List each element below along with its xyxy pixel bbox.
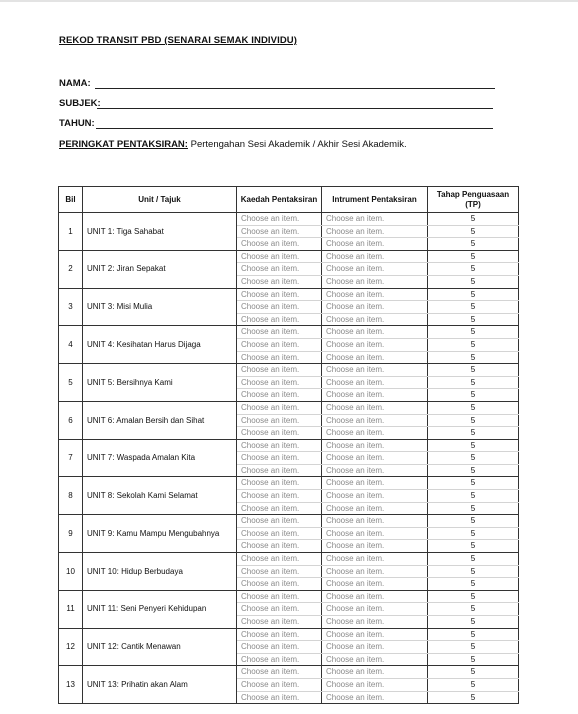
tahap-value[interactable]: 5 (428, 250, 519, 263)
kaedah-dropdown[interactable]: Choose an item. (237, 502, 322, 515)
tahap-value[interactable]: 5 (428, 376, 519, 389)
kaedah-dropdown[interactable]: Choose an item. (237, 301, 322, 314)
table-row (59, 439, 519, 452)
instrumen-dropdown[interactable]: Choose an item. (322, 553, 428, 566)
instrumen-dropdown[interactable]: Choose an item. (322, 250, 428, 263)
table-row (59, 364, 519, 377)
row-unit-title: UNIT 2: Jiran Sepakat (83, 250, 237, 288)
tahap-value[interactable]: 5 (428, 666, 519, 679)
instrumen-dropdown[interactable]: Choose an item. (322, 376, 428, 389)
instrumen-dropdown[interactable]: Choose an item. (322, 490, 428, 503)
tahap-value[interactable]: 5 (428, 414, 519, 427)
kaedah-dropdown[interactable]: Choose an item. (237, 565, 322, 578)
instrumen-dropdown[interactable]: Choose an item. (322, 414, 428, 427)
tahun-label: TAHUN: (59, 118, 95, 129)
kaedah-dropdown[interactable]: Choose an item. (237, 578, 322, 591)
subjek-label: SUBJEK: (59, 98, 101, 109)
row-unit-title: UNIT 3: Misi Mulia (83, 288, 237, 326)
tahap-value[interactable]: 5 (428, 439, 519, 452)
assessment-level-value: Pertengahan Sesi Akademik / Akhir Sesi Akademik. (187, 139, 407, 150)
kaedah-dropdown[interactable]: Choose an item. (237, 225, 322, 238)
row-bil: 1 (59, 213, 83, 251)
table-row (59, 326, 519, 339)
kaedah-dropdown[interactable]: Choose an item. (237, 553, 322, 566)
tahap-value[interactable]: 5 (428, 490, 519, 503)
tahap-value[interactable]: 5 (428, 678, 519, 691)
row-unit-title: UNIT 12: Cantik Menawan (83, 628, 237, 666)
instrumen-dropdown[interactable]: Choose an item. (322, 616, 428, 629)
kaedah-dropdown[interactable]: Choose an item. (237, 464, 322, 477)
row-bil: 2 (59, 250, 83, 288)
row-bil: 7 (59, 439, 83, 477)
instrumen-dropdown[interactable]: Choose an item. (322, 464, 428, 477)
kaedah-dropdown[interactable]: Choose an item. (237, 213, 322, 226)
instrumen-dropdown[interactable]: Choose an item. (322, 364, 428, 377)
kaedah-dropdown[interactable]: Choose an item. (237, 326, 322, 339)
instrumen-dropdown[interactable]: Choose an item. (322, 641, 428, 654)
header-unit: Unit / Tajuk (83, 187, 237, 213)
tahap-value[interactable]: 5 (428, 213, 519, 226)
tahap-value[interactable]: 5 (428, 616, 519, 629)
page-top-border (0, 0, 578, 2)
tahap-value[interactable]: 5 (428, 464, 519, 477)
tahap-value[interactable]: 5 (428, 628, 519, 641)
tahap-value[interactable]: 5 (428, 691, 519, 704)
instrumen-dropdown[interactable]: Choose an item. (322, 540, 428, 553)
row-unit-title: UNIT 8: Sekolah Kami Selamat (83, 477, 237, 515)
tahap-value[interactable]: 5 (428, 427, 519, 440)
row-unit-title: UNIT 4: Kesihatan Harus Dijaga (83, 326, 237, 364)
instrumen-dropdown[interactable]: Choose an item. (322, 288, 428, 301)
instrumen-dropdown[interactable]: Choose an item. (322, 389, 428, 402)
instrumen-dropdown[interactable]: Choose an item. (322, 590, 428, 603)
row-bil: 8 (59, 477, 83, 515)
instrumen-dropdown[interactable]: Choose an item. (322, 502, 428, 515)
kaedah-dropdown[interactable]: Choose an item. (237, 364, 322, 377)
tahap-value[interactable]: 5 (428, 540, 519, 553)
kaedah-dropdown[interactable]: Choose an item. (237, 490, 322, 503)
instrumen-dropdown[interactable]: Choose an item. (322, 238, 428, 251)
kaedah-dropdown[interactable]: Choose an item. (237, 666, 322, 679)
instrumen-dropdown[interactable]: Choose an item. (322, 263, 428, 276)
tahap-value[interactable]: 5 (428, 641, 519, 654)
instrumen-dropdown[interactable]: Choose an item. (322, 275, 428, 288)
table-row (59, 288, 519, 301)
row-unit-title: UNIT 1: Tiga Sahabat (83, 213, 237, 251)
kaedah-dropdown[interactable]: Choose an item. (237, 590, 322, 603)
tahap-value[interactable]: 5 (428, 452, 519, 465)
tahap-value[interactable]: 5 (428, 603, 519, 616)
kaedah-dropdown[interactable]: Choose an item. (237, 540, 322, 553)
instrumen-dropdown[interactable]: Choose an item. (322, 313, 428, 326)
tahap-value[interactable]: 5 (428, 590, 519, 603)
tahap-value[interactable]: 5 (428, 553, 519, 566)
header-bil: Bil (59, 187, 83, 213)
instrumen-dropdown[interactable]: Choose an item. (322, 527, 428, 540)
tahap-value[interactable]: 5 (428, 288, 519, 301)
nama-field[interactable] (59, 78, 91, 89)
tahap-value[interactable]: 5 (428, 565, 519, 578)
kaedah-dropdown[interactable]: Choose an item. (237, 376, 322, 389)
kaedah-dropdown[interactable]: Choose an item. (237, 515, 322, 528)
kaedah-dropdown[interactable]: Choose an item. (237, 389, 322, 402)
kaedah-dropdown[interactable]: Choose an item. (237, 603, 322, 616)
kaedah-dropdown[interactable]: Choose an item. (237, 401, 322, 414)
row-unit-title: UNIT 9: Kamu Mampu Mengubahnya (83, 515, 237, 553)
tahap-value[interactable]: 5 (428, 502, 519, 515)
row-bil: 12 (59, 628, 83, 666)
row-bil: 10 (59, 553, 83, 591)
instrumen-dropdown[interactable]: Choose an item. (322, 338, 428, 351)
kaedah-dropdown[interactable]: Choose an item. (237, 628, 322, 641)
table-row (59, 515, 519, 528)
kaedah-dropdown[interactable]: Choose an item. (237, 427, 322, 440)
tahap-value[interactable]: 5 (428, 238, 519, 251)
nama-label: NAMA: (59, 78, 91, 89)
subjek-field[interactable] (59, 98, 101, 109)
instrumen-dropdown[interactable]: Choose an item. (322, 603, 428, 616)
instrumen-dropdown[interactable]: Choose an item. (322, 452, 428, 465)
instrumen-dropdown[interactable]: Choose an item. (322, 578, 428, 591)
table-row (59, 553, 519, 566)
table-row (59, 401, 519, 414)
kaedah-dropdown[interactable]: Choose an item. (237, 527, 322, 540)
row-bil: 5 (59, 364, 83, 402)
kaedah-dropdown[interactable]: Choose an item. (237, 275, 322, 288)
kaedah-dropdown[interactable]: Choose an item. (237, 439, 322, 452)
instrumen-dropdown[interactable]: Choose an item. (322, 565, 428, 578)
kaedah-dropdown[interactable]: Choose an item. (237, 641, 322, 654)
kaedah-dropdown[interactable]: Choose an item. (237, 263, 322, 276)
row-unit-title: UNIT 13: Prihatin akan Alam (83, 666, 237, 704)
header-kaedah: Kaedah Pentaksiran (237, 187, 322, 213)
tahun-field[interactable] (59, 118, 95, 129)
nama-underline (95, 88, 495, 89)
header-tahap: Tahap Penguasaan (TP) (428, 187, 519, 213)
kaedah-dropdown[interactable]: Choose an item. (237, 338, 322, 351)
instrumen-dropdown[interactable]: Choose an item. (322, 326, 428, 339)
kaedah-dropdown[interactable]: Choose an item. (237, 351, 322, 364)
table-header-row (59, 187, 519, 213)
table-row (59, 628, 519, 641)
table-row (59, 477, 519, 490)
instrumen-dropdown[interactable]: Choose an item. (322, 225, 428, 238)
tahap-value[interactable]: 5 (428, 364, 519, 377)
instrumen-dropdown[interactable]: Choose an item. (322, 301, 428, 314)
table-row (59, 666, 519, 679)
row-bil: 9 (59, 515, 83, 553)
tahun-underline (96, 128, 493, 129)
tahap-value[interactable]: 5 (428, 653, 519, 666)
instrumen-dropdown[interactable]: Choose an item. (322, 628, 428, 641)
instrumen-dropdown[interactable]: Choose an item. (322, 439, 428, 452)
tahap-value[interactable]: 5 (428, 527, 519, 540)
kaedah-dropdown[interactable]: Choose an item. (237, 477, 322, 490)
subjek-underline (97, 108, 493, 109)
table-row (59, 213, 519, 226)
instrumen-dropdown[interactable]: Choose an item. (322, 678, 428, 691)
instrumen-dropdown[interactable]: Choose an item. (322, 401, 428, 414)
instrumen-dropdown[interactable]: Choose an item. (322, 515, 428, 528)
row-bil: 11 (59, 590, 83, 628)
tahap-value[interactable]: 5 (428, 401, 519, 414)
tahap-value[interactable]: 5 (428, 301, 519, 314)
table-row (59, 590, 519, 603)
instrumen-dropdown[interactable]: Choose an item. (322, 477, 428, 490)
tahap-value[interactable]: 5 (428, 578, 519, 591)
tahap-value[interactable]: 5 (428, 515, 519, 528)
document-title: REKOD TRANSIT PBD (SENARAI SEMAK INDIVIDU) (59, 35, 298, 46)
kaedah-dropdown[interactable]: Choose an item. (237, 414, 322, 427)
row-unit-title: UNIT 5: Bersihnya Kami (83, 364, 237, 402)
kaedah-dropdown[interactable]: Choose an item. (237, 452, 322, 465)
tahap-value[interactable]: 5 (428, 313, 519, 326)
header-instrumen: Intrument Pentaksiran (322, 187, 428, 213)
row-unit-title: UNIT 11: Seni Penyeri Kehidupan (83, 590, 237, 628)
instrumen-dropdown[interactable]: Choose an item. (322, 691, 428, 704)
row-bil: 4 (59, 326, 83, 364)
row-bil: 13 (59, 666, 83, 704)
kaedah-dropdown[interactable]: Choose an item. (237, 250, 322, 263)
row-unit-title: UNIT 7: Waspada Amalan Kita (83, 439, 237, 477)
instrumen-dropdown[interactable]: Choose an item. (322, 351, 428, 364)
kaedah-dropdown[interactable]: Choose an item. (237, 238, 322, 251)
tahap-value[interactable]: 5 (428, 351, 519, 364)
kaedah-dropdown[interactable]: Choose an item. (237, 616, 322, 629)
kaedah-dropdown[interactable]: Choose an item. (237, 288, 322, 301)
assessment-level-label: PERINGKAT PENTAKSIRAN: (59, 139, 188, 150)
row-bil: 3 (59, 288, 83, 326)
instrumen-dropdown[interactable]: Choose an item. (322, 213, 428, 226)
instrumen-dropdown[interactable]: Choose an item. (322, 666, 428, 679)
tahap-value[interactable]: 5 (428, 477, 519, 490)
row-unit-title: UNIT 6: Amalan Bersih dan Sihat (83, 401, 237, 439)
row-bil: 6 (59, 401, 83, 439)
tahap-value[interactable]: 5 (428, 263, 519, 276)
table-row (59, 250, 519, 263)
assessment-level (59, 139, 407, 150)
tahap-value[interactable]: 5 (428, 389, 519, 402)
kaedah-dropdown[interactable]: Choose an item. (237, 678, 322, 691)
tahap-value[interactable]: 5 (428, 326, 519, 339)
transit-record-table (58, 186, 519, 704)
row-unit-title: UNIT 10: Hidup Berbudaya (83, 553, 237, 591)
tahap-value[interactable]: 5 (428, 275, 519, 288)
tahap-value[interactable]: 5 (428, 338, 519, 351)
kaedah-dropdown[interactable]: Choose an item. (237, 653, 322, 666)
kaedah-dropdown[interactable]: Choose an item. (237, 691, 322, 704)
kaedah-dropdown[interactable]: Choose an item. (237, 313, 322, 326)
instrumen-dropdown[interactable]: Choose an item. (322, 653, 428, 666)
tahap-value[interactable]: 5 (428, 225, 519, 238)
instrumen-dropdown[interactable]: Choose an item. (322, 427, 428, 440)
